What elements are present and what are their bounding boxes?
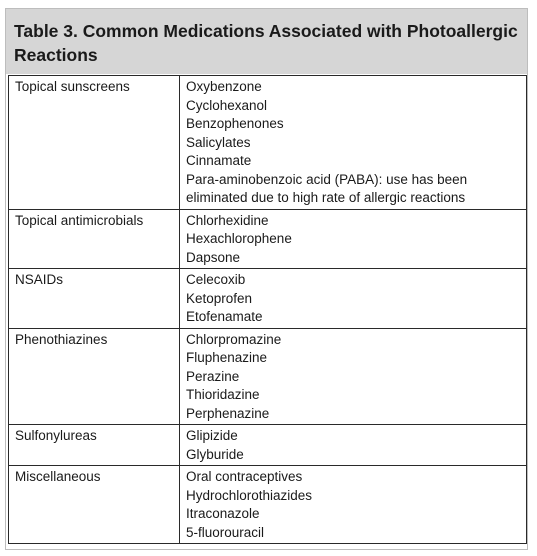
table-row	[9, 425, 527, 466]
medication-item: Cyclohexanol	[186, 97, 268, 113]
medications-cell	[180, 76, 527, 210]
medications-cell	[180, 425, 527, 466]
medication-item: Glyburide	[186, 446, 244, 462]
category-cell: NSAIDs	[9, 269, 180, 329]
medication-item: Oxybenzone	[186, 79, 262, 94]
medication-item: Salicylates	[186, 134, 251, 150]
medication-item: Hexachlorophene	[186, 231, 292, 246]
medications-cell	[180, 466, 527, 544]
category-cell: Sulfonylureas	[9, 425, 180, 466]
medication-item: Fluphenazine	[186, 350, 268, 365]
medication-item: Chlorpromazine	[186, 331, 282, 347]
medication-item: Dapsone	[186, 249, 241, 265]
table-body	[9, 76, 527, 544]
medication-item: Celecoxib	[186, 272, 246, 287]
medication-item: Etofenamate	[186, 309, 263, 324]
medication-item: Thioridazine	[186, 387, 260, 402]
medications-cell	[180, 209, 527, 269]
medication-item: Ketoprofen	[186, 290, 253, 306]
medications-table	[8, 75, 527, 544]
medication-item: Para-aminobenzoic acid (PABA): use has been eliminated due to high rate of allergic reactions	[186, 171, 468, 205]
table-container	[5, 8, 528, 550]
medication-item: Perphenazine	[186, 405, 270, 421]
medication-item: Chlorhexidine	[186, 212, 269, 228]
table-title: Table 3. Common Medications Associated with Photoallergic Reactions	[14, 21, 518, 65]
medications-cell	[180, 269, 527, 329]
medication-item: Cinnamate	[186, 153, 252, 168]
category-cell: Phenothiazines	[9, 328, 180, 425]
category-cell: Miscellaneous	[9, 466, 180, 544]
table-row	[9, 466, 527, 544]
medication-item: Hydrochlorothiazides	[186, 487, 313, 503]
medication-item: Glipizide	[186, 428, 238, 443]
category-cell: Topical sunscreens	[9, 76, 180, 210]
medication-item: Itraconazole	[186, 506, 260, 521]
medication-item: 5-fluorouracil	[186, 524, 265, 540]
table-row	[9, 76, 527, 210]
category-cell: Topical antimicrobials	[9, 209, 180, 269]
table-row	[9, 269, 527, 329]
table-row	[9, 328, 527, 425]
medication-item: Perazine	[186, 368, 240, 384]
medication-item: Oral contraceptives	[186, 469, 303, 484]
medication-item: Benzophenones	[186, 116, 284, 131]
table-row	[9, 209, 527, 269]
medications-cell	[180, 328, 527, 425]
title-bar	[6, 9, 527, 74]
